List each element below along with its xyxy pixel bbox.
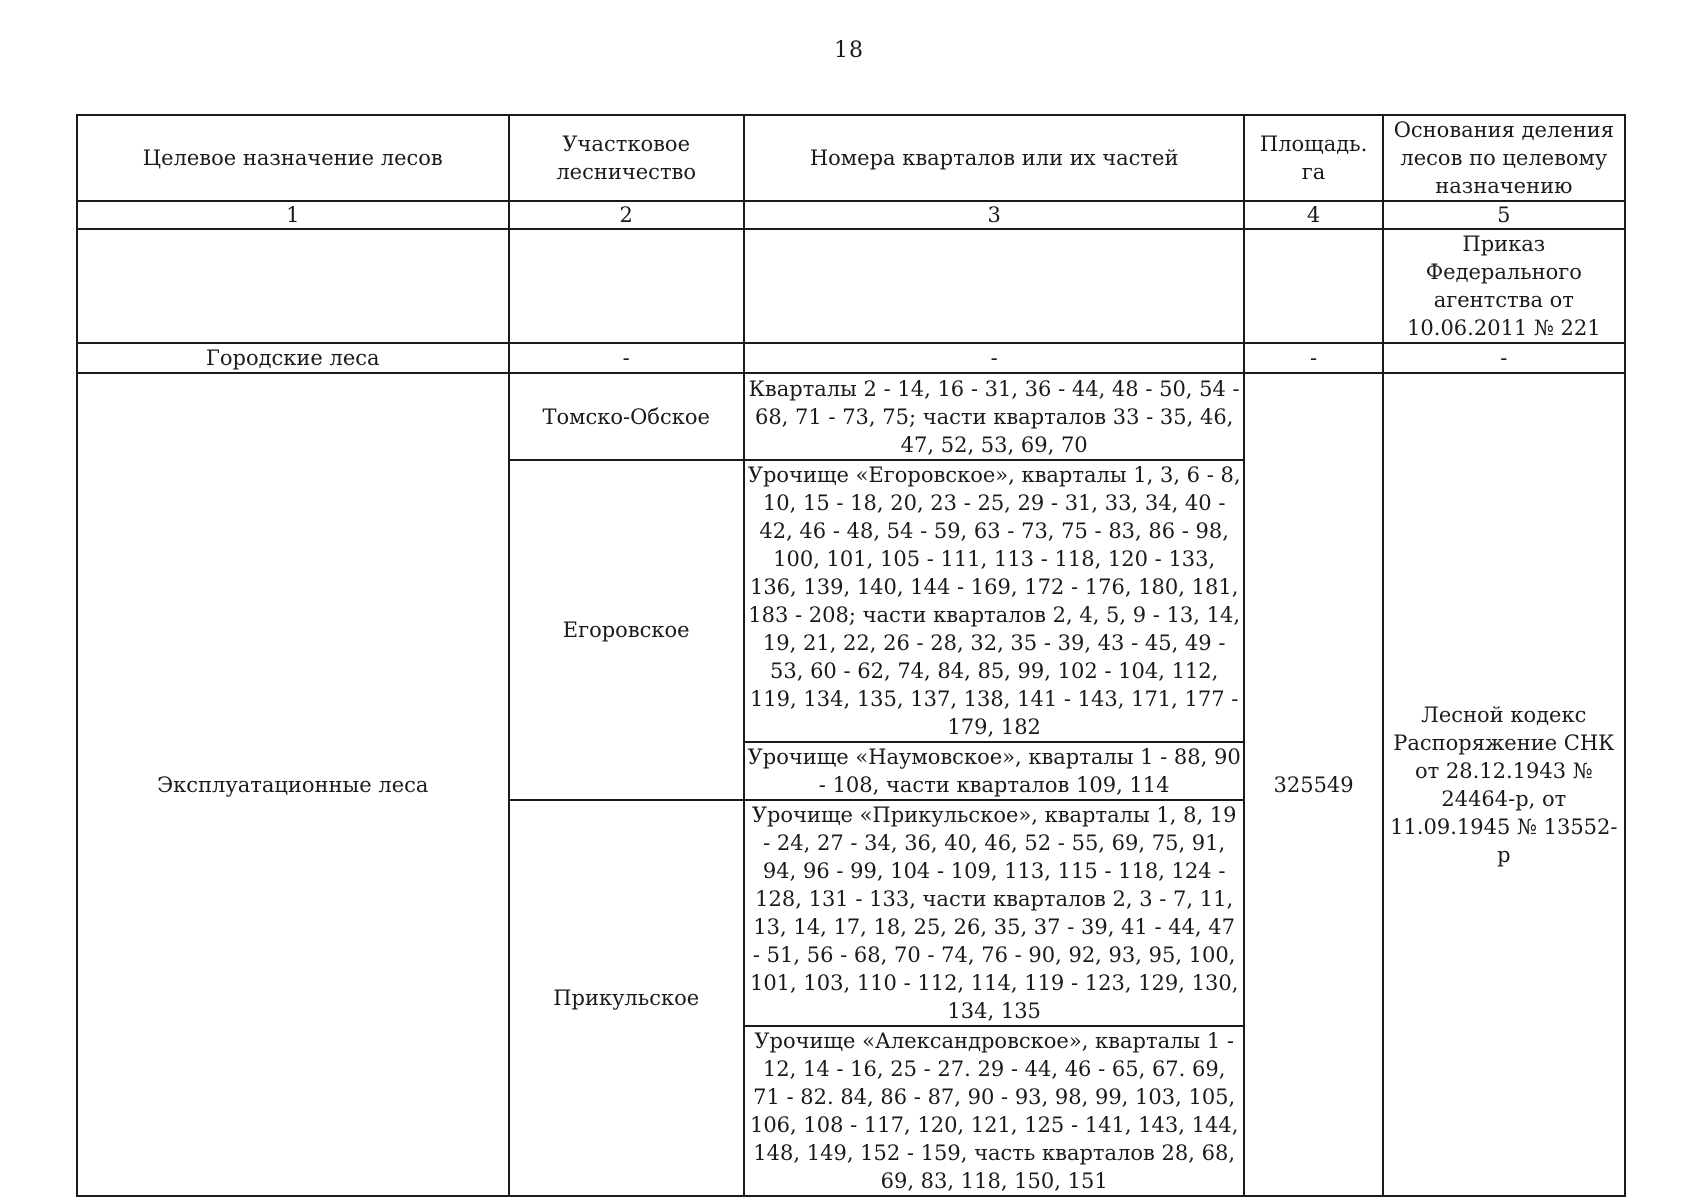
header-area: Площадь. га bbox=[1244, 115, 1382, 201]
forestry-name: Прикульское bbox=[509, 800, 744, 1196]
exploitation-basis: Лесной кодекс Распоряжение СНК от 28.12.1943 № 24464-р, от 11.09.1945 № 13552-р bbox=[1383, 373, 1625, 1196]
column-number: 2 bbox=[509, 201, 744, 229]
city-forests-forestry: - bbox=[509, 343, 744, 373]
quarters-cell: Кварталы 2 - 14, 16 - 31, 36 - 44, 48 - 50, 54 - 68, 71 - 73, 75; части кварталов 33 - 35, 46, 47, 52, 53, 69, 70 bbox=[744, 373, 1245, 460]
order-row bbox=[77, 229, 1625, 343]
column-number-row bbox=[77, 201, 1625, 229]
column-number: 1 bbox=[77, 201, 509, 229]
forestry-name: Томско-Обское bbox=[509, 373, 744, 460]
column-number: 5 bbox=[1383, 201, 1625, 229]
header-quarters: Номера кварталов или их частей bbox=[744, 115, 1245, 201]
table-header-row bbox=[77, 115, 1625, 201]
header-forestry: Участковое лесничество bbox=[509, 115, 744, 201]
empty-cell bbox=[77, 229, 509, 343]
quarters-cell: Урочище «Прикульское», кварталы 1, 8, 19 - 24, 27 - 34, 36, 40, 46, 52 - 55, 69, 75, 91, 94, 96 - 99, 104 - 109, 113, 115 - 118, 124 - 128, 131 - 133, части кварталов 2, 3 - 7, 11, 13, 14, 17, 18, 25, 26, 35, 37 - 39, 41 - 44, 47 - 51, 56 - 68, 70 - 74, 76 - 90, 92, 93, 95, 100, 101, 103, 110 - 112, 114, 119 - 123, 129, 130, 134, 135 bbox=[744, 800, 1245, 1026]
column-number: 3 bbox=[744, 201, 1245, 229]
city-forests-row bbox=[77, 343, 1625, 373]
header-purpose: Целевое назначение лесов bbox=[77, 115, 509, 201]
column-number: 4 bbox=[1244, 201, 1382, 229]
table-row bbox=[77, 373, 1625, 460]
city-forests-basis: - bbox=[1383, 343, 1625, 373]
empty-cell bbox=[744, 229, 1245, 343]
exploitation-area: 325549 bbox=[1244, 373, 1382, 1196]
city-forests-area: - bbox=[1244, 343, 1382, 373]
city-forests-purpose: Городские леса bbox=[77, 343, 509, 373]
forestry-name: Егоровское bbox=[509, 460, 744, 800]
order-basis-cell: Приказ Федерального агентства от 10.06.2011 № 221 bbox=[1383, 229, 1625, 343]
header-basis: Основания деления лесов по целевому назначению bbox=[1383, 115, 1625, 201]
exploitation-purpose: Эксплуатационные леса bbox=[77, 373, 509, 1196]
empty-cell bbox=[1244, 229, 1382, 343]
empty-cell bbox=[509, 229, 744, 343]
quarters-cell: Урочище «Егоровское», кварталы 1, 3, 6 - 8, 10, 15 - 18, 20, 23 - 25, 29 - 31, 33, 34, 40 - 42, 46 - 48, 54 - 59, 63 - 73, 75 - 83, 86 - 98, 100, 101, 105 - 111, 113 - 118, 120 - 133, 136, 139, 140, 144 - 169, 172 - 176, 180, 181, 183 - 208; части кварталов 2, 4, 5, 9 - 13, 14, 19, 21, 22, 26 - 28, 32, 35 - 39, 43 - 45, 49 - 53, 60 - 62, 74, 84, 85, 99, 102 - 104, 112, 119, 134, 135, 137, 138, 141 - 143, 171, 177 - 179, 182 bbox=[744, 460, 1245, 742]
page-number: 18 bbox=[834, 38, 864, 63]
quarters-cell: Урочище «Александровское», кварталы 1 - 12, 14 - 16, 25 - 27. 29 - 44, 46 - 65, 67. 69, 71 - 82. 84, 86 - 87, 90 - 93, 98, 99, 103, 105, 106, 108 - 117, 120, 121, 125 - 141, 143, 144, 148, 149, 152 - 159, часть кварталов 28, 68, 69, 83, 118, 150, 151 bbox=[744, 1026, 1245, 1196]
forest-purpose-table bbox=[76, 114, 1626, 1197]
city-forests-quarters: - bbox=[744, 343, 1245, 373]
quarters-cell: Урочище «Наумовское», кварталы 1 - 88, 90 - 108, части кварталов 109, 114 bbox=[744, 742, 1245, 800]
